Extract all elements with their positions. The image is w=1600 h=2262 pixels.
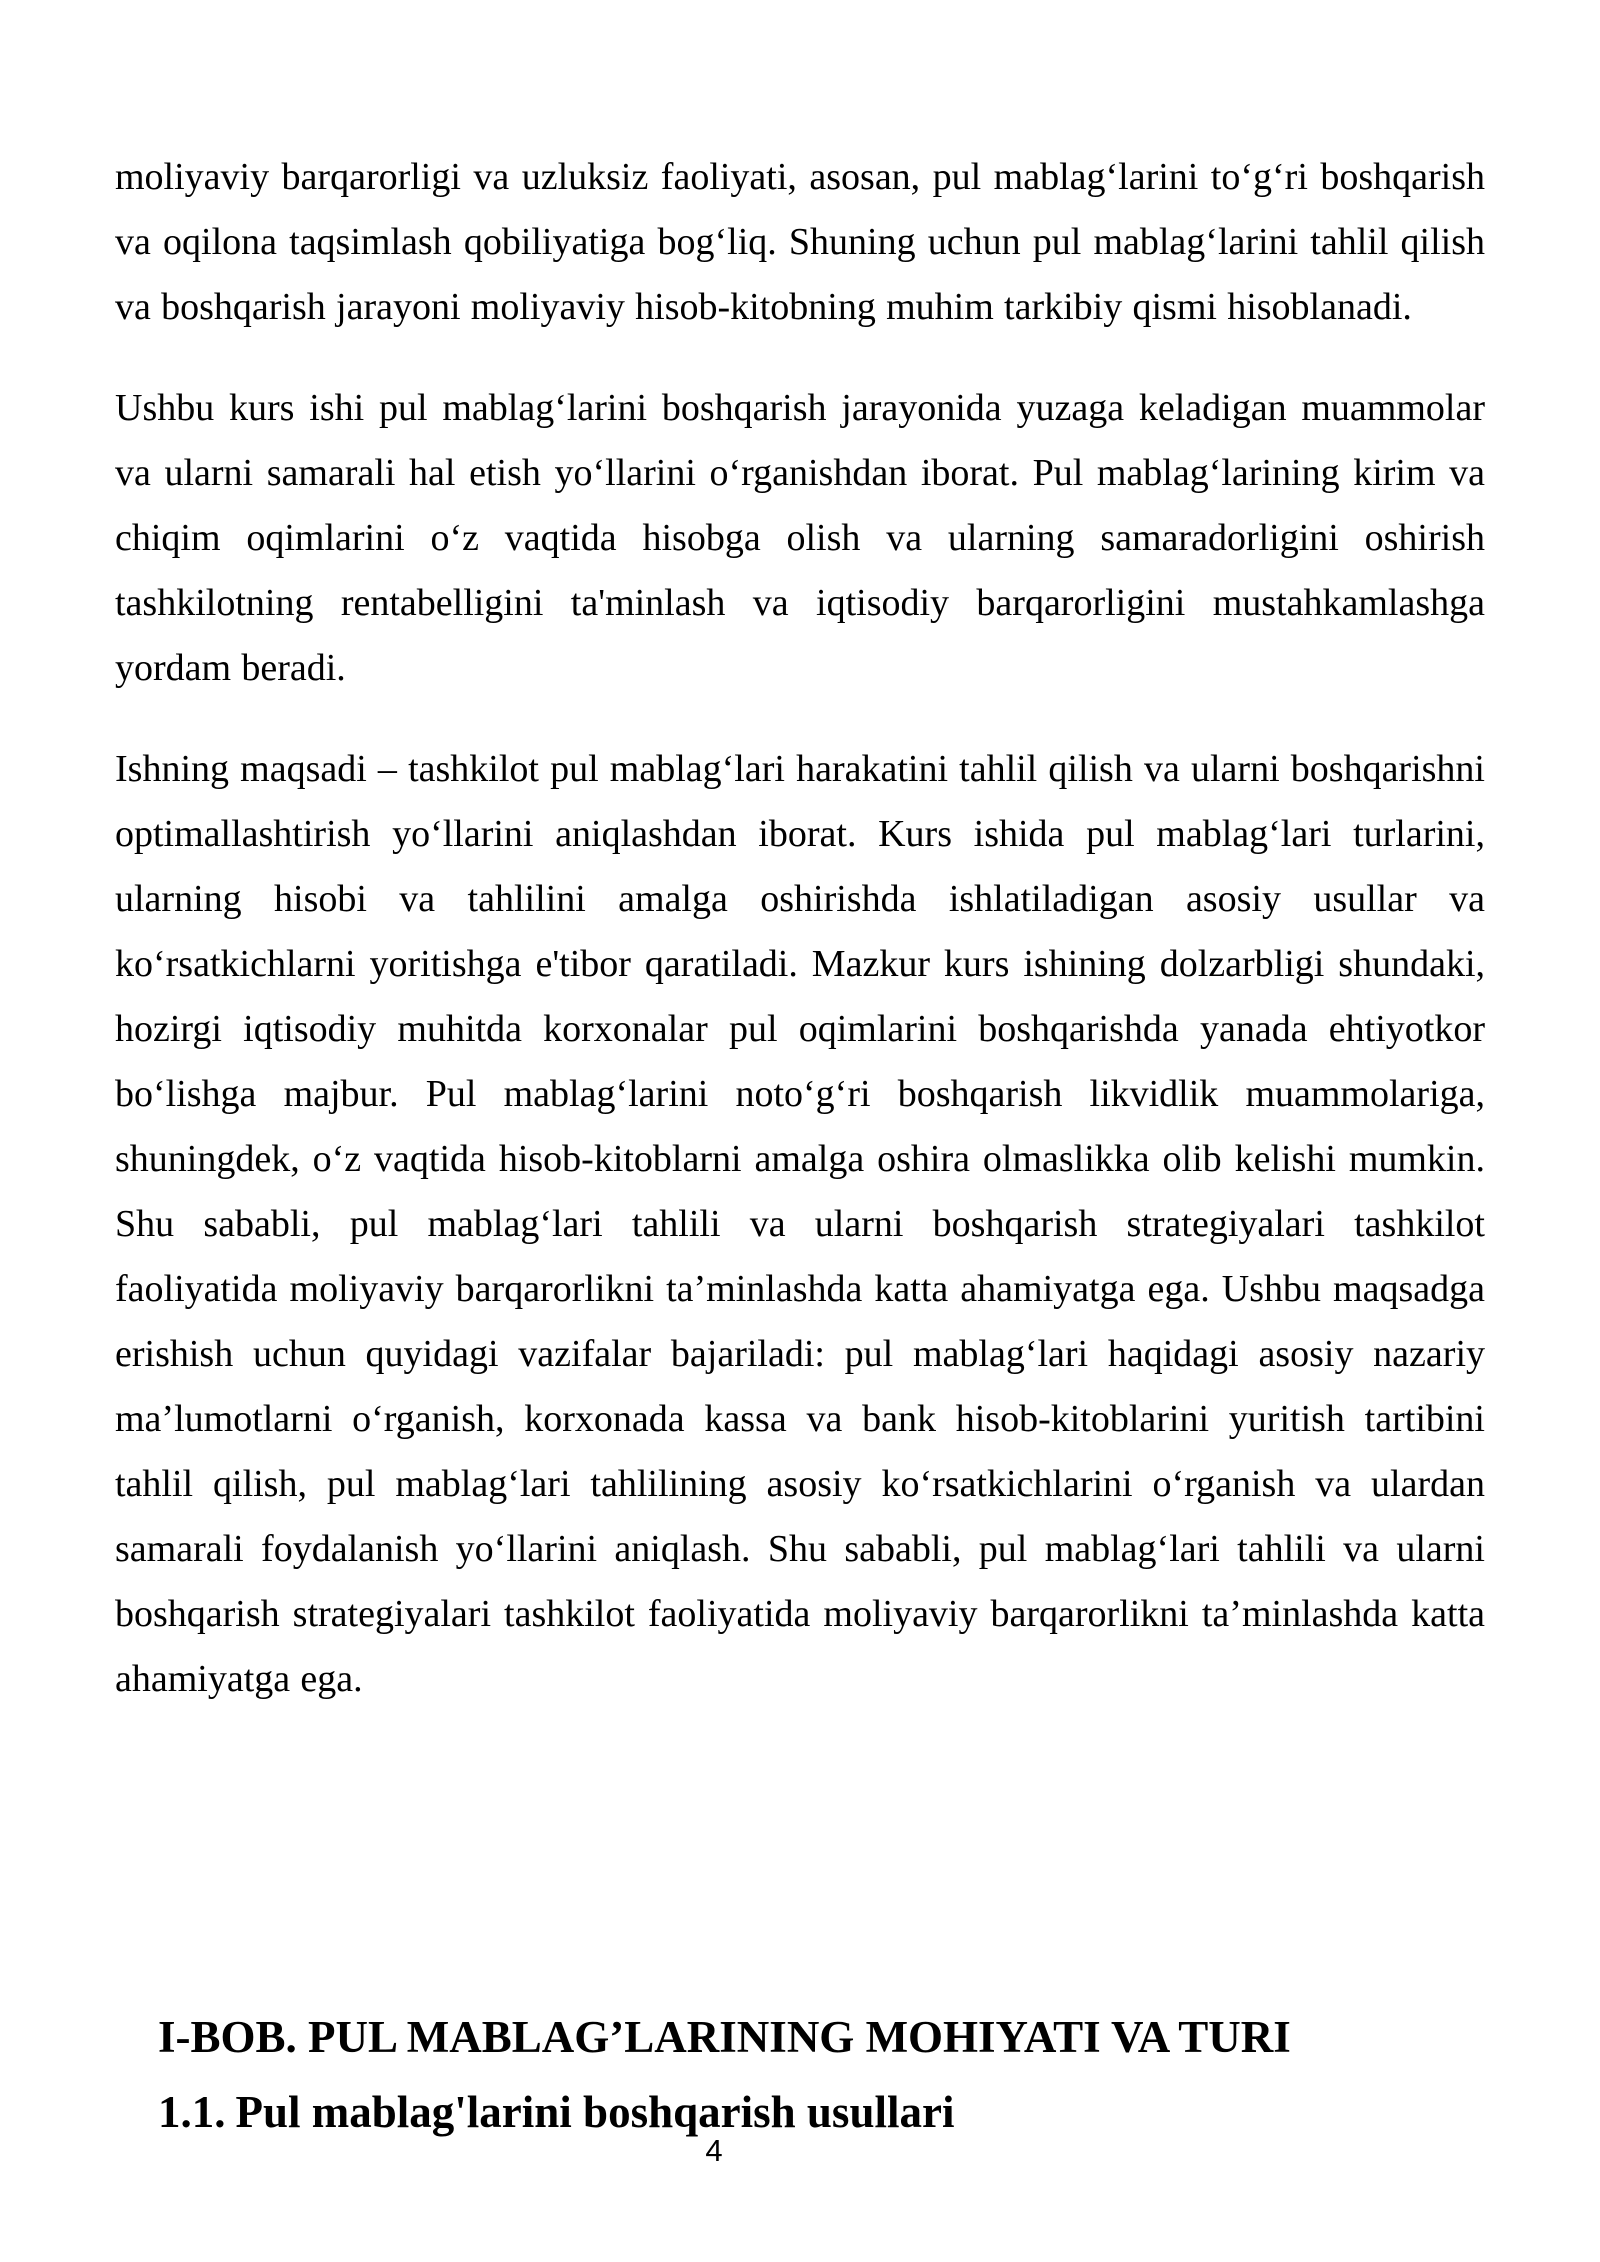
- section-number: 1.1.: [158, 2087, 226, 2137]
- body-paragraph-2: Ushbu kurs ishi pul mablag‘larini boshqarish jarayonida yuzaga keladigan muammolar va ularni samarali hal etish yo‘llarini o‘rganishdan iborat. Pul mablag‘larining kirim va chiqim oqimlarini o‘z vaqtida hisobga olish va ularning samaradorligini oshirish tashkilotning rentabelligini ta'minlash va iqtisodiy barqarorligini mustahkamlashga yordam beradi.: [115, 387, 1485, 689]
- body-paragraph-3: Ishning maqsadi – tashkilot pul mablag‘lari harakatini tahlil qilish va ularni boshqarishni optimallashtirish yo‘llarini aniqlashdan iborat. Kurs ishida pul mablag‘lari turlarini, ularning hisobi va tahlilini amalga oshirishda ishlatiladigan asosiy usullar va ko‘rsatkichlarni yoritishga e'tibor qaratiladi. Mazkur kurs ishining dolzarbligi shundaki, hozirgi iqtisodiy muhitda korxonalar pul oqimlarini boshqarishda yanada ehtiyotkor bo‘lishga majbur. Pul mablag‘larini noto‘g‘ri boshqarish likvidlik muammolariga, shuningdek, o‘z vaqtida hisob-kitoblarni amalga oshira olmaslikka olib kelishi mumkin. Shu sababli, pul mablag‘lari tahlili va ularni boshqarish strategiyalari tashkilot faoliyatida moliyaviy barqarorlikni ta’minlashda katta ahamiyatga ega. Ushbu maqsadga erishish uchun quyidagi vazifalar bajariladi: pul mablag‘lari haqidagi asosiy nazariy ma’lumotlarni o‘rganish, korxonada kassa va bank hisob-kitoblarini yuritish tartibini tahlil qilish, pul mablag‘lari tahlilining asosiy ko‘rsatkichlarini o‘rganish va ulardan samarali foydalanish yo‘llarini aniqlash. Shu sababli, pul mablag‘lari tahlili va ularni boshqarish strategiyalari tashkilot faoliyatida moliyaviy barqarorlikni ta’minlashda katta ahamiyatga ega.: [115, 748, 1485, 1700]
- body-paragraph-1: moliyaviy barqarorligi va uzluksiz faoliyati, asosan, pul mablag‘larini to‘g‘ri boshqarish va oqilona taqsimlash qobiliyatiga bog‘liq. Shuning uchun pul mablag‘larini tahlil qilish va boshqarish jarayoni moliyaviy hisob-kitobning muhim tarkibiy qismi hisoblanadi.: [115, 156, 1485, 328]
- document-content: [115, 0, 1485, 2150]
- page-number: 4: [705, 2133, 723, 2168]
- section-title: Pul mablag'larini boshqarish usullari: [235, 2087, 955, 2137]
- chapter-heading: I-BOB. PUL MABLAG’LARINING MOHIYATI VA TURI: [158, 2012, 1291, 2062]
- headings-block: [115, 2000, 1485, 2150]
- section-heading: [158, 2075, 1485, 2150]
